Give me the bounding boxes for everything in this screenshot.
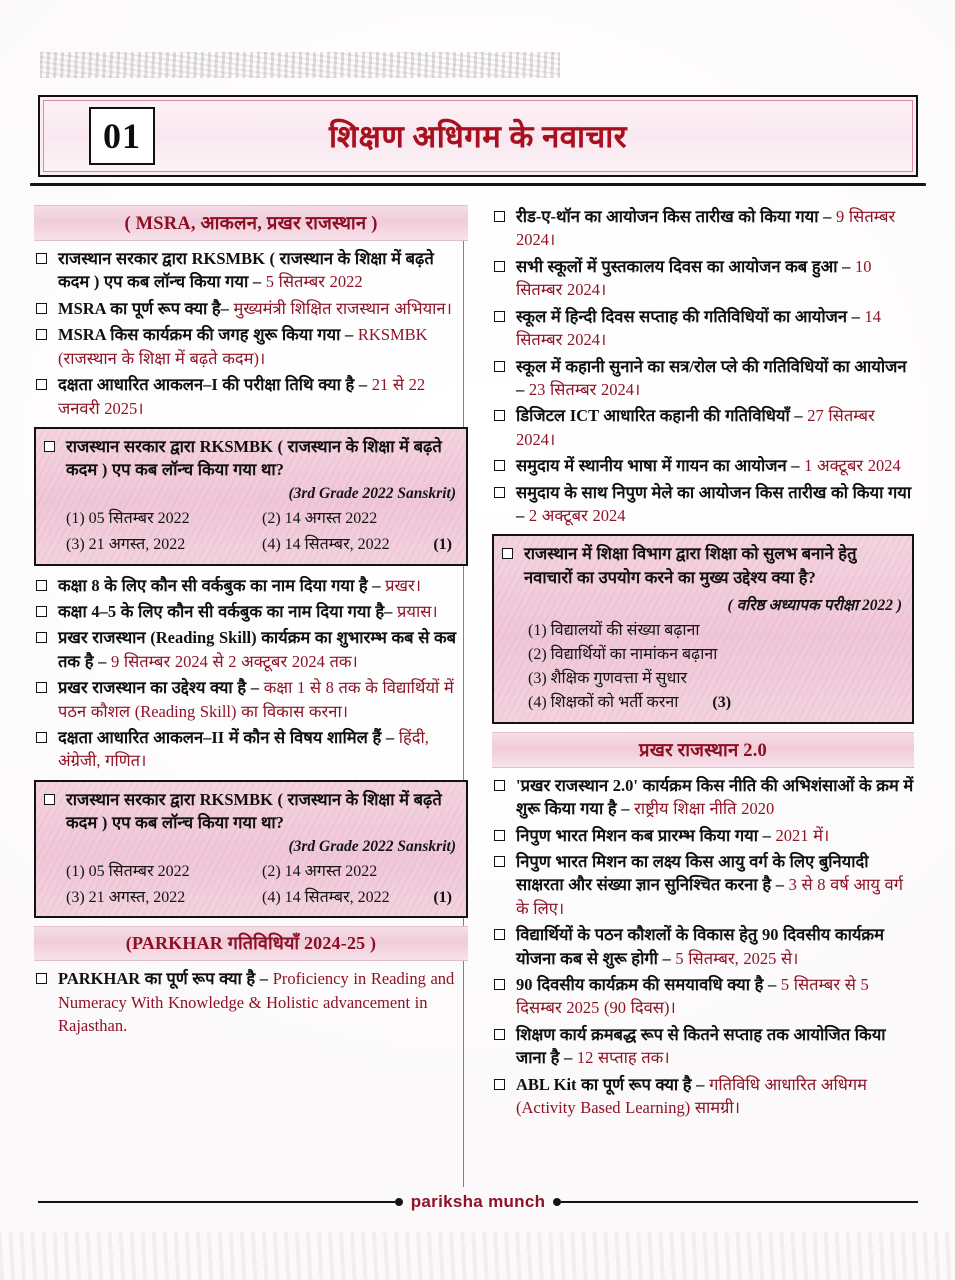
left-column [34,205,474,1123]
qa-question: ABL Kit का पूर्ण रूप क्या है – [516,1074,710,1094]
watermark-text: pariksha munch [410,1192,546,1211]
qa-question: MSRA किस कार्यक्रम की जगह शुरू किया गया – [58,325,358,345]
header-inner-border [43,100,913,172]
qa-list-item [492,404,914,451]
footer-dot-left-icon [395,1198,403,1206]
qa-question: समुदाय में स्थानीय भाषा में गायन का आयोजन – [516,456,805,476]
mcq-option-with-answer[interactable] [262,533,458,556]
qa-text [516,355,914,402]
qa-answer: 9 सितम्बर 2024। [516,207,896,250]
qa-question: निपुण भारत मिशन का लक्ष्य किस आयु वर्ग के लिए बुनियादी साक्षरता और संख्या ज्ञान सुनिश्चित करना है – [516,851,869,895]
checkbox-bullet-icon [502,548,513,559]
qa-answer: राष्ट्रीय शिक्षा नीति 2020 [634,799,775,819]
mcq-answer-key: (1) [433,536,452,554]
checkbox-bullet-icon [36,580,47,591]
qa-list-item [492,305,914,352]
mcq-box-2 [34,780,468,919]
mcq-options-column [500,619,904,715]
mcq-source-label: (3rd Grade 2022 Sanskrit) [288,838,456,856]
qa-text [516,824,914,847]
mcq-answer-key: (3) [712,693,732,711]
qa-text [58,676,468,723]
qa-question: डिजिटल ICT आधारित कहानी की गतिविधियाँ – [516,406,808,426]
qa-list-item [492,205,914,252]
checkbox-bullet-icon [494,410,505,421]
checkbox-bullet-icon [36,973,47,984]
qa-list-item [34,600,468,623]
qa-answer: प्रखर। [385,575,422,595]
qa-question: PARKHAR का पूर्ण रूप क्या है – [58,969,273,989]
qa-question: कक्षा 4–5 के लिए कौन सी वर्कबुक का नाम दिया गया है– [58,601,398,621]
qa-answer: 2021 में। [775,825,830,845]
page-title: शिक्षण अधिगम के नवाचार [329,119,627,154]
mcq-option[interactable]: (2) 14 अगस्त 2022 [262,510,378,528]
qa-text [516,404,914,451]
mcq-question-row [500,542,904,588]
footer-rule-left [38,1201,395,1204]
qa-text [58,297,468,320]
checkbox-bullet-icon [494,311,505,322]
scan-artifact-bottom [0,1232,955,1280]
checkbox-bullet-icon [36,732,47,743]
mcq-question-row [42,435,458,481]
qa-question: स्कूल में हिन्दी दिवस सप्ताह की गतिविधियों का आयोजन – [516,306,865,326]
qa-list-item [492,481,914,528]
qa-question: राजस्थान सरकार द्वारा RKSMBK ( राजस्थान के शिक्षा में बढ़ते कदम ) एप कब लॉन्च किया गया – [58,249,434,292]
checkbox-bullet-icon [36,303,47,314]
qa-text [58,626,468,673]
qa-question: प्रखर राजस्थान का उद्देश्य क्या है – [58,678,264,698]
qa-question: शिक्षण कार्य क्रमबद्ध रूप से कितने सप्ताह तक आयोजित किया जाना है – [516,1024,886,1068]
checkbox-bullet-icon [494,856,505,867]
qa-list-item [492,973,914,1020]
footer-watermark [38,1192,918,1212]
qa-answer: RKSMBK (राजस्थान के शिक्षा में बढ़ते कदम)। [58,325,428,368]
qa-answer: 5 सितम्बर 2022 [265,272,363,292]
checkbox-bullet-icon [36,329,47,340]
qa-answer: 2 अक्टूबर 2024 [528,506,626,526]
qa-list-item [34,323,468,370]
mcq-answer-key: (1) [433,889,452,907]
footer-rule-right [561,1201,918,1204]
scan-artifact-top [40,52,560,78]
mcq-option[interactable]: (3) शैक्षिक गुणवत्ता में सुधार [528,669,688,687]
qa-answer: मुख्यमंत्री शिक्षित राजस्थान अभियान। [233,298,452,318]
qa-list-item [34,574,468,597]
checkbox-bullet-icon [36,253,47,264]
section-header-parkhar: (PARKHAR गतिविधियाँ 2024-25 ) [34,926,468,961]
qa-answer: प्रयास। [397,601,438,621]
qa-list-item [492,850,914,920]
mcq-option: (4) शिक्षकों को भर्ती करना [528,693,679,711]
checkbox-bullet-icon [44,794,55,805]
checkbox-bullet-icon [494,830,505,841]
left-qa-list-mid [34,574,468,773]
qa-text [516,481,914,528]
qa-text [516,305,914,352]
right-column [474,205,914,1123]
qa-answer: कक्षा 1 से 8 तक के विद्यार्थियों में पठन कौशल (Reading Skill) का विकास करना। [58,678,454,721]
mcq-options-grid-1 [42,507,458,556]
qa-list-item [492,255,914,302]
mcq-option-with-answer[interactable] [262,886,458,909]
qa-question: 'प्रखर राजस्थान 2.0' कार्यक्रम किस नीति की अभिशंसाओं के क्रम में शुरू किया गया है – [516,775,914,819]
mcq-source-label: (3rd Grade 2022 Sanskrit) [288,485,456,503]
qa-text [516,923,914,970]
qa-list-item [492,1023,914,1070]
mcq-question-row [42,788,458,834]
right-qa-list-top [492,205,914,527]
qa-question: स्कूल में कहानी सुनाने का सत्र/रोल प्ले की गतिविधियों का आयोजन – [516,356,907,399]
qa-answer: 23 सितम्बर 2024। [528,379,641,399]
qa-text [516,205,914,252]
qa-list-item [34,247,468,294]
checkbox-bullet-icon [36,682,47,693]
mcq-option[interactable]: (1) 05 सितम्बर 2022 [66,510,190,528]
qa-list-item [34,373,468,420]
mcq-options-grid-2 [42,860,458,909]
checkbox-bullet-icon [494,1029,505,1040]
qa-text [516,255,914,302]
qa-list-item [492,454,914,477]
qa-list-item [34,726,468,773]
mcq-option[interactable]: (1) 05 सितम्बर 2022 [66,863,190,881]
qa-text [58,373,468,420]
qa-question: 90 दिवसीय कार्यक्रम की समयावधि क्या है – [516,975,781,995]
mcq-option[interactable]: (3) 21 अगस्त, 2022 [66,536,186,554]
qa-question: सभी स्कूलों में पुस्तकालय दिवस का आयोजन कब हुआ – [516,256,855,276]
mcq-box-3 [492,534,914,723]
qa-list-item [34,676,468,723]
checkbox-bullet-icon [494,211,505,222]
qa-question: दक्षता आधारित आकलन–I की परीक्षा तिथि क्या है – [58,375,372,395]
qa-text [58,247,468,294]
qa-list-item [492,355,914,402]
section-header-prakhar-2: प्रखर राजस्थान 2.0 [492,732,914,768]
qa-text [58,967,468,1037]
section-header-msra: ( MSRA, आकलन, प्रखर राजस्थान ) [34,205,468,241]
mcq-option: (4) 14 सितम्बर, 2022 [262,536,390,554]
qa-answer: 21 से 22 जनवरी 2025। [58,375,426,418]
left-qa-list-top [34,247,468,420]
qa-text [58,323,468,370]
qa-list-item [492,1073,914,1120]
qa-question: MSRA का पूर्ण रूप क्या है– [58,298,234,318]
checkbox-bullet-icon [494,487,505,498]
qa-answer: 3 से 8 वर्ष आयु वर्ग के लिए। [516,875,903,918]
checkbox-bullet-icon [494,929,505,940]
qa-list-item [492,824,914,847]
qa-text [516,454,914,477]
mcq-option[interactable]: (3) 21 अगस्त, 2022 [66,889,186,907]
qa-answer: Proficiency in Reading and Numeracy With Knowledge & Holistic advancement in Rajasthan. [58,969,455,1036]
qa-text [516,774,914,821]
qa-question: विद्यार्थियों के पठन कौशलों के विकास हेतु 90 दिवसीय कार्यक्रम योजना कब से शुरू होगी – [516,925,884,968]
qa-answer: 5 सितम्बर, 2025 से। [675,948,799,968]
qa-answer: गतिविधि आधारित अधिगम (Activity Based Learning) सामग्री। [516,1074,868,1118]
mcq-source-label: ( वरिष्ठ अध्यापक परीक्षा 2022 ) [727,596,902,614]
footer-dot-right-icon [553,1198,561,1206]
checkbox-bullet-icon [36,606,47,617]
qa-question: निपुण भारत मिशन कब प्रारम्भ किया गया – [516,825,776,845]
qa-list-item [492,774,914,821]
qa-question: दक्षता आधारित आकलन–II में कौन से विषय शामिल हैं – [58,728,399,748]
mcq-option[interactable]: (1) विद्यालयों की संख्या बढ़ाना [528,621,700,639]
checkbox-bullet-icon [36,379,47,390]
qa-text [516,1023,914,1070]
checkbox-bullet-icon [494,780,505,791]
qa-answer: 10 सितम्बर 2024। [516,256,872,300]
qa-text [516,1073,914,1120]
qa-text [516,973,914,1020]
qa-question: कक्षा 8 के लिए कौन सी वर्कबुक का नाम दिया गया है – [58,575,386,595]
qa-answer: 27 सितम्बर 2024। [516,406,875,449]
checkbox-bullet-icon [494,460,505,471]
qa-answer: 1 अक्टूबर 2024 [804,456,901,476]
qa-list-item [34,297,468,320]
checkbox-bullet-icon [494,361,505,372]
mcq-option[interactable]: (2) विद्यार्थियों का नामांकन बढ़ाना [528,645,718,663]
content-columns [34,205,922,1123]
qa-question: समुदाय के साथ निपुण मेले का आयोजन किस तारीख को किया गया – [516,482,912,526]
checkbox-bullet-icon [494,979,505,990]
mcq-question-text: राजस्थान सरकार द्वारा RKSMBK ( राजस्थान के शिक्षा में बढ़ते कदम ) एप कब लॉन्च किया गया था? [66,436,442,480]
qa-text [58,600,468,623]
qa-list-item [34,626,468,673]
qa-text [58,726,468,773]
qa-list-item [492,923,914,970]
mcq-option-with-answer[interactable] [528,691,904,715]
qa-answer: 14 सितम्बर 2024। [516,306,882,350]
qa-text [516,850,914,920]
checkbox-bullet-icon [44,441,55,452]
right-qa-list-prakhar [492,774,914,1120]
checkbox-bullet-icon [36,632,47,643]
qa-question: प्रखर राजस्थान (Reading Skill) कार्यक्रम का शुभारम्भ कब से कब तक है – [58,628,457,671]
qa-answer: 9 सितम्बर 2024 से 2 अक्टूबर 2024 तक। [110,651,358,671]
qa-answer: 5 सितम्बर से 5 दिसम्बर 2025 (90 दिवस)। [516,975,869,1018]
left-qa-list-parkhar [34,967,468,1037]
mcq-question-text: राजस्थान सरकार द्वारा RKSMBK ( राजस्थान के शिक्षा में बढ़ते कदम ) एप कब लॉन्च किया गया था? [66,789,442,832]
qa-list-item [34,967,468,1037]
chapter-number-badge: 01 [89,107,155,165]
checkbox-bullet-icon [494,261,505,272]
mcq-question-text: राजस्थान में शिक्षा विभाग द्वारा शिक्षा को सुलभ बनाने हेतु नवाचारों का उपयोग करने का मुख्य उद्देश्य क्या है? [524,544,857,587]
mcq-box-1 [34,427,468,566]
qa-text [58,574,468,597]
qa-question: रीड-ए-थॉन का आयोजन किस तारीख को किया गया – [516,207,837,226]
chapter-header [38,95,918,177]
mcq-option: (4) 14 सितम्बर, 2022 [262,889,390,907]
qa-answer: हिंदी, अंग्रेजी, गणित। [58,728,429,771]
checkbox-bullet-icon [494,1079,505,1090]
mcq-option[interactable]: (2) 14 अगस्त 2022 [262,863,378,881]
qa-answer: 12 सप्ताह तक। [576,1048,670,1068]
header-underline-rule [30,183,926,186]
